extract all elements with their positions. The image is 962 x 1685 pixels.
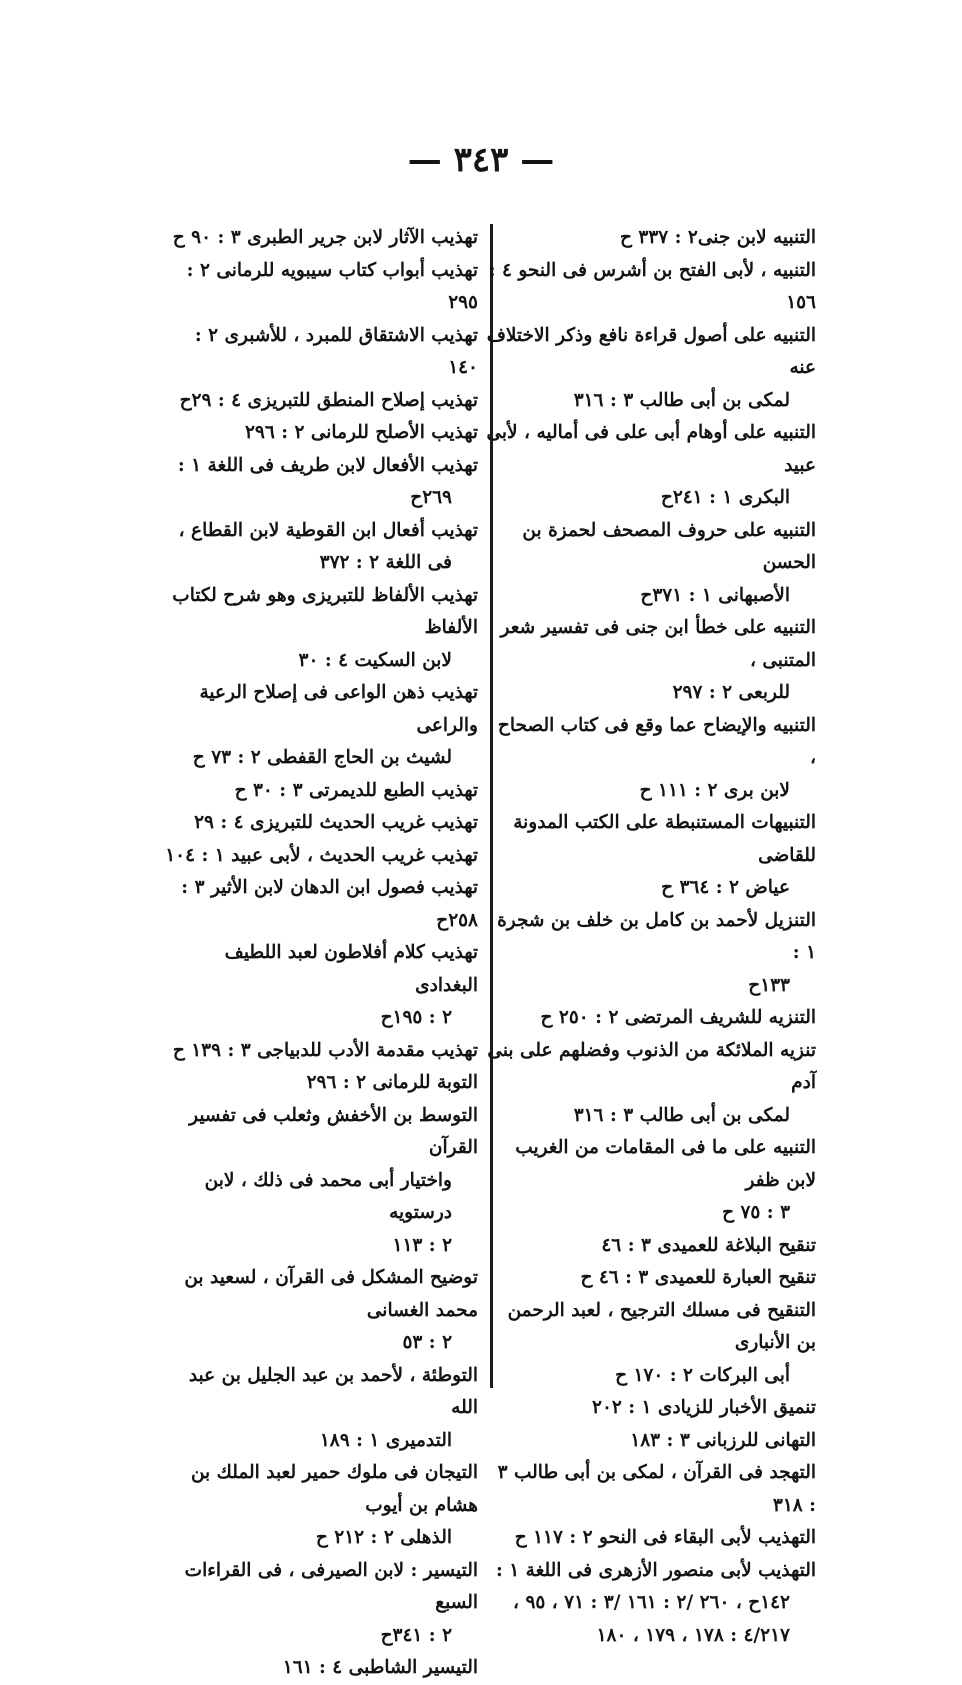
- entry-title: التنبيه على أصول قراءة نافع وذكر الاختلاف عنه: [486, 324, 816, 378]
- entry-reference: لمكى بن أبى طالب ٣ : ٣١٦: [573, 389, 790, 411]
- page-number: — ٣٤٣ —: [407, 140, 555, 180]
- entry-reference: ١٤٢ح ، ٢٦٠ /٢ : ١٦١ /٣ : ٧١ ، ٩٥ ،: [513, 1592, 790, 1613]
- index-entry: [486, 222, 816, 255]
- index-entry: [486, 1425, 816, 1458]
- entry-reference: ٢ : ٥٣: [402, 1332, 452, 1353]
- entry-reference: الذهلى ٢ : ٢١٢ ح: [315, 1527, 452, 1548]
- index-entry: [486, 612, 816, 710]
- entry-reference: ٢ : ١١٣: [392, 1234, 452, 1256]
- entry-title: تهذيب إصلاح المنطق للتبريزى ٤ : ٢٩ح: [179, 389, 478, 411]
- index-entry: [160, 1067, 478, 1100]
- entry-title: التهجد فى القرآن ، لمكى بن أبى طالب ٣ : ٣١٨: [497, 1462, 816, 1516]
- index-entry: [160, 1035, 478, 1068]
- entry-reference: أبى البركات ٢ : ١٧٠ ح: [615, 1364, 790, 1386]
- entry-reference: لابن السكيت ٤ : ٣٠: [298, 649, 452, 671]
- index-entry: [486, 1230, 816, 1263]
- entry-reference: فى اللغة ٢ : ٣٧٢: [319, 552, 452, 573]
- index-entry: [486, 417, 816, 515]
- entry-title: تهذيب الاشتقاق للمبرد ، للأشبرى ٢ : ١٤٠: [194, 324, 478, 378]
- entry-reference: للربعى ٢ : ٢٩٧: [672, 682, 790, 703]
- index-entry: [486, 807, 816, 905]
- index-column-left: [160, 222, 478, 1685]
- entry-title: التيسير الشاطبى ٤ : ١٦١: [282, 1657, 478, 1678]
- entry-reference: ١٣٣ح: [748, 974, 790, 996]
- entry-title: تنميق الأخبار للزيادى ١ : ٢٠٢: [592, 1397, 816, 1418]
- index-entry: [486, 905, 816, 1003]
- index-entry: [486, 1132, 816, 1230]
- entry-title: التنبيه والإيضاح عما وقع فى كتاب الصحاح ،: [497, 714, 816, 768]
- index-entry: [486, 1620, 816, 1653]
- entry-title: تهذيب الأفعال لابن طريف فى اللغة ١ :: [177, 454, 478, 476]
- index-entry: [160, 320, 478, 385]
- entry-title: تهذيب مقدمة الأدب للدبياجى ٣ : ١٣٩ ح: [172, 1039, 478, 1061]
- index-entry: [486, 1295, 816, 1393]
- entry-title: التنبيه على أوهام أبى على فى أماليه ، لأبى عبيد: [486, 422, 816, 476]
- index-entry: [486, 1262, 816, 1295]
- entry-title: التوطئة ، لأحمد بن عبد الجليل بن عبد الله: [188, 1364, 478, 1418]
- index-entry: [486, 1392, 816, 1425]
- entry-title: التنقيح فى مسلك الترجيح ، لعبد الرحمن بن الأنبارى: [507, 1299, 816, 1353]
- entry-title: التنزيه للشريف المرتضى ٢ : ٢٥٠ ح: [540, 1007, 816, 1028]
- index-entry: [160, 1100, 478, 1230]
- entry-title: تهذيب الأصلح للرمانى ٢ : ٢٩٦: [244, 422, 478, 443]
- index-entry: [486, 320, 816, 418]
- entry-title: التهذيب لأبى البقاء فى النحو ٢ : ١١٧ ح: [514, 1527, 816, 1548]
- entry-title: تهذيب الألفاظ للتبريزى وهو شرح لكتاب الألفاظ: [172, 584, 478, 638]
- entry-title: تنقيح العبارة للعميدى ٣ : ٤٦ ح: [580, 1267, 816, 1288]
- entry-title: تهذيب غريب الحديث ، لأبى عبيد ١ : ١٠٤: [165, 844, 478, 866]
- index-entry: [160, 515, 478, 580]
- index-entry: [486, 1035, 816, 1133]
- entry-title: التيسير : لابن الصيرفى ، فى القراءات السبع: [184, 1559, 478, 1613]
- entry-reference: ٢٦٩ح: [410, 487, 452, 508]
- entry-title: تهذيب الطبع للديمرتى ٣ : ٣٠ ح: [234, 779, 478, 801]
- entry-reference: ٤/٢١٧ : ١٧٨ ، ١٧٩ ، ١٨٠: [596, 1624, 790, 1646]
- entry-title: التنبيه على خطأ ابن جنى فى تفسير شعر المتنبى ،: [500, 617, 816, 671]
- entry-title: التوسط بن الأخفش وثعلب فى تفسير القرآن: [189, 1104, 478, 1158]
- entry-reference: ٢ : ١٩٥ح: [380, 1007, 452, 1028]
- index-entry: [486, 1002, 816, 1035]
- entry-title: التنبيهات المستنبطة على الكتب المدونة للقاضى: [513, 812, 816, 866]
- entry-title: توضيح المشكل فى القرآن ، لسعيد بن محمد الغسانى: [184, 1267, 478, 1321]
- entry-reference: واختيار أبى محمد فى ذلك ، لابن درستويه: [204, 1169, 452, 1223]
- index-entry: [160, 580, 478, 678]
- index-entry: [160, 840, 478, 873]
- index-entry: [486, 1555, 816, 1620]
- index-entry: [486, 1522, 816, 1555]
- index-entry: [160, 677, 478, 775]
- index-entry: [160, 450, 478, 515]
- index-entry: [486, 255, 816, 320]
- index-entry: [160, 385, 478, 418]
- index-entry: [160, 1555, 478, 1653]
- entry-title: التنبيه على حروف المصحف لحمزة بن الحسن: [522, 519, 816, 573]
- entry-title: تهذيب الآثار لابن جرير الطبرى ٣ : ٩٠ ح: [172, 227, 478, 248]
- entry-title: تهذيب غريب الحديث للتبريزى ٤ : ٢٩: [194, 812, 478, 833]
- entry-reference: لابن برى ٢ : ١١١ ح: [639, 779, 790, 801]
- index-column-right: [486, 222, 816, 1652]
- entry-title: تهذيب أفعال ابن القوطية لابن القطاع ،: [178, 519, 478, 541]
- entry-reference: ٢ : ٣٤١ح: [380, 1624, 452, 1646]
- entry-title: التنبيه على ما فى المقامات من الغريب لابن ظفر: [515, 1137, 816, 1191]
- index-entry: [160, 775, 478, 808]
- entry-title: تهذيب أبواب كتاب سيبويه للرمانى ٢ : ٢٩٥: [186, 259, 478, 313]
- index-entry: [160, 1360, 478, 1458]
- entry-title: تهذيب فصول ابن الدهان لابن الأثير ٣ : ٢٥٨ح: [181, 877, 478, 931]
- index-entry: [160, 872, 478, 937]
- entry-title: التهانى للرزبانى ٣ : ١٨٣: [630, 1429, 816, 1451]
- index-entry: [160, 1457, 478, 1555]
- index-entry: [486, 1457, 816, 1522]
- entry-title: التنبيه لابن جنى٢ : ٣٣٧ ح: [620, 227, 816, 248]
- entry-reference: لمكى بن أبى طالب ٣ : ٣١٦: [573, 1104, 790, 1126]
- entry-title: تهذيب كلام أفلاطون لعبد اللطيف البغدادى: [224, 942, 478, 996]
- entry-title: تنقيح البلاغة للعميدى ٣ : ٤٦: [601, 1234, 816, 1256]
- entry-title: تنزيه الملائكة من الذنوب وفضلهم على بنى آدم: [487, 1039, 816, 1093]
- entry-title: تهذيب ذهن الواعى فى إصلاح الرعية والراعى: [199, 682, 478, 736]
- entry-reference: البكرى ١ : ٢٤١ح: [660, 487, 790, 508]
- index-entry: [160, 417, 478, 450]
- entry-title: التنزيل لأحمد بن كامل بن خلف بن شجرة ١ :: [497, 909, 816, 963]
- index-entry: [160, 222, 478, 255]
- index-entry: [486, 710, 816, 808]
- entry-title: التيجان فى ملوك حمير لعبد الملك بن هشام بن أيوب: [190, 1462, 478, 1516]
- index-entry: [160, 1262, 478, 1360]
- entry-reference: لشيث بن الحاج القفطى ٢ : ٧٣ ح: [192, 747, 452, 768]
- entry-title: التوبة للرمانى ٢ : ٢٩٦: [306, 1072, 478, 1093]
- index-entry: [160, 1652, 478, 1685]
- entry-reference: التدميرى ١ : ١٨٩: [319, 1429, 452, 1451]
- index-entry: [160, 255, 478, 320]
- entry-title: التهذيب لأبى منصور الأزهرى فى اللغة ١ :: [496, 1559, 816, 1581]
- entry-reference: الأصبهانى ١ : ٣٧١ح: [640, 584, 790, 606]
- index-entry: [486, 515, 816, 613]
- index-entry: [160, 807, 478, 840]
- index-entry: [160, 937, 478, 1035]
- entry-reference: ٣ : ٧٥ ح: [722, 1202, 790, 1223]
- entry-reference: عياض ٢ : ٣٦٤ ح: [661, 877, 790, 898]
- entry-title: التنبيه ، لأبى الفتح بن أشرس فى النحو ٤ : ١٥٦: [488, 259, 816, 313]
- index-entry: [160, 1230, 478, 1263]
